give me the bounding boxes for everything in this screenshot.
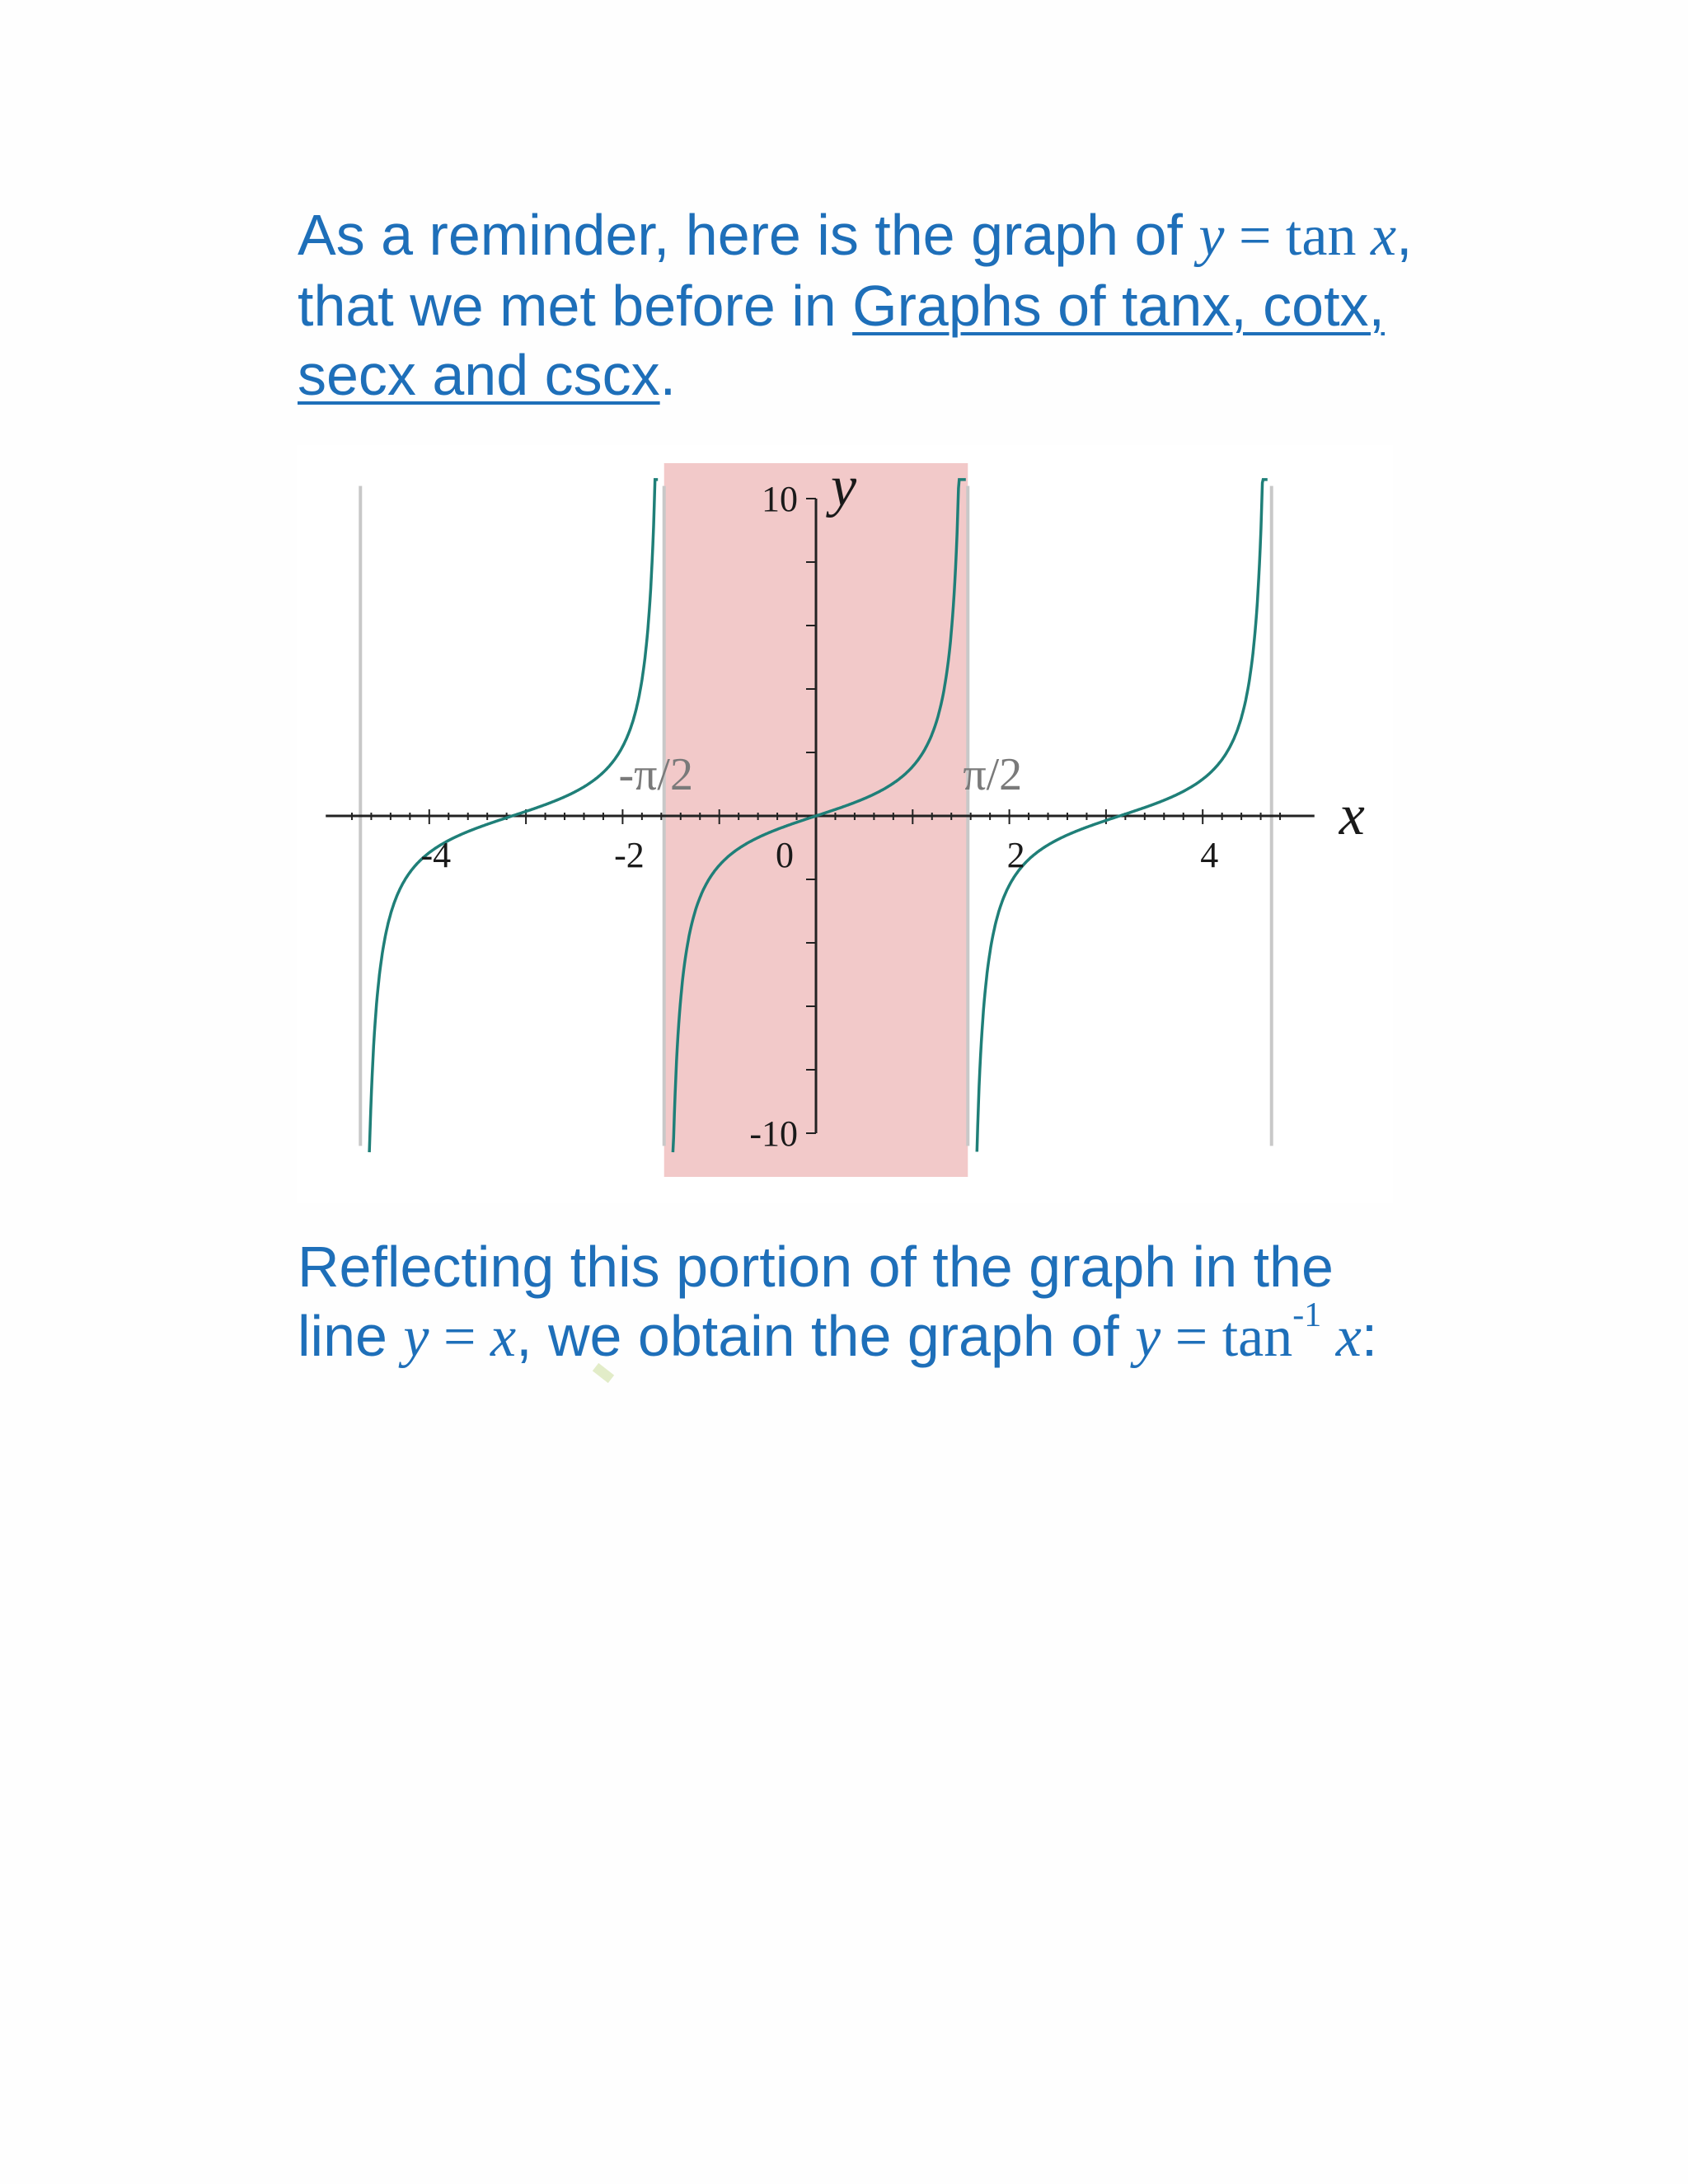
outro-paragraph [298, 1232, 1377, 1372]
pi-annotation: π/2 [963, 749, 1023, 800]
arctan-equation: $y = \tan^{-1} x$ [1135, 1296, 1362, 1369]
tan-graph-figure [297, 445, 1393, 1203]
tan-equation: y = tan x [1198, 204, 1397, 268]
tan-graph [297, 445, 1393, 1203]
graphs-link[interactable]: Graphs of tanx, cotx, [852, 274, 1385, 338]
x-tick-label: 0 [776, 835, 794, 875]
intro-line-3: secx and cscx. [298, 343, 677, 407]
x-tick-label: 2 [1006, 835, 1025, 875]
x-tick-label: 4 [1200, 835, 1219, 875]
pi-annotation: -π/2 [618, 749, 693, 800]
y-tick-label: -10 [749, 1113, 798, 1154]
intro-line-1: As a reminder, here is the graph of y = tan x, [298, 203, 1413, 268]
outro-line-2: line y = x, we obtain the graph of $y = \tan^{-1} x$: [298, 1296, 1378, 1369]
x-tick-label: -2 [614, 835, 645, 875]
identity-line-equation: y = x [403, 1305, 517, 1369]
x-tick-label: -4 [420, 835, 452, 875]
y-tick-label: 10 [762, 479, 798, 519]
intro-paragraph [298, 200, 1412, 410]
x-axis-title: x [1339, 784, 1365, 847]
intro-line-2: that we met before in Graphs of tanx, cotx, [298, 274, 1385, 338]
outro-line-1: Reflecting this portion of the graph in the [298, 1235, 1334, 1299]
graphs-link-continued[interactable]: secx and cscx [298, 343, 660, 407]
y-axis-title: y [831, 455, 857, 518]
